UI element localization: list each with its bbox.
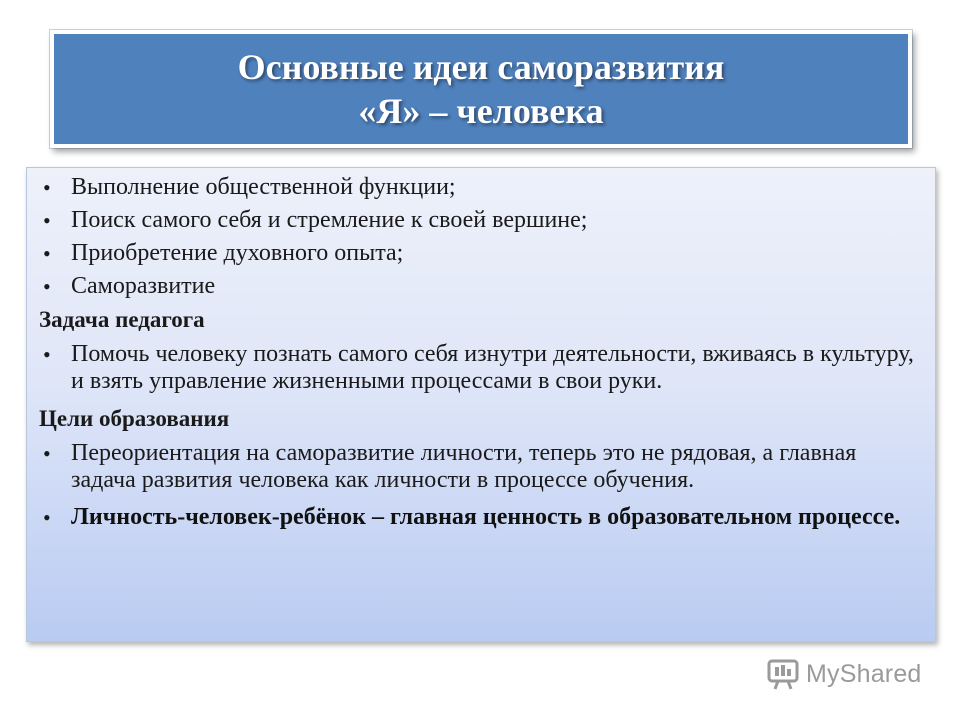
slide-title-line-1: Основные идеи саморазвития bbox=[237, 47, 725, 87]
bullet-dot: • bbox=[43, 208, 51, 233]
bullet-text-emphasis: Личность-человек-ребёнок – главная ценность в образовательном процессе. bbox=[71, 504, 901, 530]
bullet-dot: • bbox=[43, 175, 51, 200]
bullet-text: Приобретение духовного опыта; bbox=[71, 240, 404, 266]
education-goals-heading: Цели образования bbox=[39, 406, 230, 431]
bullet-item bbox=[39, 240, 923, 267]
bullet-text: Помочь человеку познать самого себя изнутри деятельности, вживаясь в культуру, и взять управление жизненными процессами в свои руки. bbox=[71, 341, 914, 394]
bullet-dot: • bbox=[43, 241, 51, 266]
bullet-text: Переориентация на саморазвитие личности, теперь это не рядовая, а главная задача развития человека как личности в процессе обучения. bbox=[71, 440, 857, 493]
myshared-watermark[interactable] bbox=[766, 656, 922, 692]
title-box bbox=[50, 30, 912, 148]
myshared-logo-icon bbox=[766, 658, 800, 690]
teacher-task-heading: Задача педагога bbox=[39, 307, 205, 332]
bullet-text: Поиск самого себя и стремление к своей вершине; bbox=[71, 207, 588, 233]
myshared-logo-text: MyShared bbox=[806, 659, 922, 688]
bullet-dot: • bbox=[43, 342, 51, 367]
bullet-item bbox=[39, 504, 923, 531]
bullet-item bbox=[39, 273, 923, 300]
bullet-text: Выполнение общественной функции; bbox=[71, 174, 456, 200]
bullet-dot: • bbox=[43, 505, 51, 530]
bullet-dot: • bbox=[43, 274, 51, 299]
bullet-text: Саморазвитие bbox=[71, 273, 216, 299]
content-box bbox=[26, 167, 936, 642]
bullet-dot: • bbox=[43, 441, 51, 466]
slide-title-line-2: «Я» – человека bbox=[358, 91, 604, 131]
bullet-item bbox=[39, 341, 923, 395]
bullet-item bbox=[39, 174, 923, 201]
bullet-item bbox=[39, 440, 923, 494]
bullet-item bbox=[39, 207, 923, 234]
